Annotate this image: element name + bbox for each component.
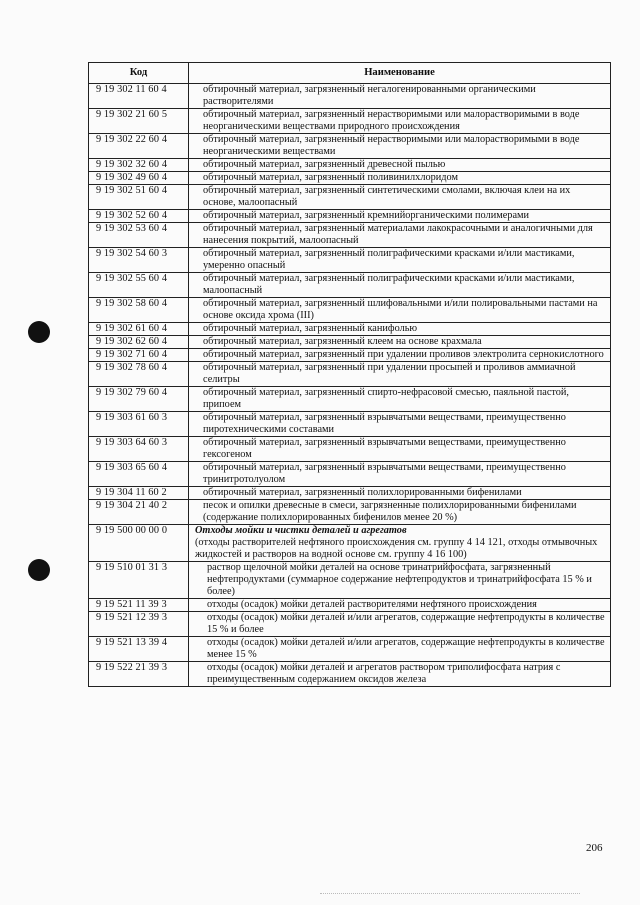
waste-name-cell: отходы (осадок) мойки деталей и/или агрегатов, содержащие нефтепродукты в количестве менее 15 %: [189, 637, 611, 662]
table-row: [89, 172, 611, 185]
waste-name-cell: обтирочный материал, загрязненный древесной пылью: [189, 159, 611, 172]
table-row: [89, 223, 611, 248]
waste-name-cell: отходы (осадок) мойки деталей и/или агрегатов, содержащие нефтепродукты в количестве 15 % и более: [189, 612, 611, 637]
table-header-row: [89, 63, 611, 84]
table-row: [89, 599, 611, 612]
waste-name-cell: обтирочный материал, загрязненный при удалении просыпей и проливов аммиачной селитры: [189, 362, 611, 387]
table-row: [89, 336, 611, 349]
punch-hole-upper: [28, 321, 50, 343]
table-row: [89, 462, 611, 487]
waste-code-cell: 9 19 521 13 39 4: [89, 637, 189, 662]
waste-name-cell: раствор щелочной мойки деталей на основе тринатрийфосфата, загрязненный нефтепродуктами (суммарное содержание нефтепродуктов и тринатрийфосфата 15 % и более): [189, 562, 611, 599]
waste-code-cell: 9 19 303 65 60 4: [89, 462, 189, 487]
table-row: [89, 500, 611, 525]
waste-name-cell: обтирочный материал, загрязненный спирто-нефрасовой смесью, паяльной пастой, припоем: [189, 387, 611, 412]
waste-name-cell: обтирочный материал, загрязненный взрывчатыми веществами, преимущественно гексогеном: [189, 437, 611, 462]
footer-scan-line: [320, 893, 580, 894]
waste-code-cell: 9 19 510 01 31 3: [89, 562, 189, 599]
table-row: [89, 525, 611, 562]
waste-code-cell: 9 19 302 58 60 4: [89, 298, 189, 323]
waste-code-cell: 9 19 302 54 60 3: [89, 248, 189, 273]
waste-code-cell: 9 19 302 32 60 4: [89, 159, 189, 172]
waste-code-cell: 9 19 302 53 60 4: [89, 223, 189, 248]
waste-name-cell: [189, 525, 611, 562]
waste-name-cell: обтирочный материал, загрязненный поливинилхлоридом: [189, 172, 611, 185]
waste-code-cell: 9 19 302 51 60 4: [89, 185, 189, 210]
waste-name-cell: обтирочный материал, загрязненный шлифовальными и/или полировальными пастами на основе оксида хрома (III): [189, 298, 611, 323]
waste-name-cell: обтирочный материал, загрязненный кремнийорганическими полимерами: [189, 210, 611, 223]
punch-hole-lower: [28, 559, 50, 581]
table-row: [89, 487, 611, 500]
waste-code-cell: 9 19 303 64 60 3: [89, 437, 189, 462]
page-number: 206: [586, 842, 603, 854]
waste-name-cell: обтирочный материал, загрязненный нерастворимыми или малорастворимыми в воде неорганическими веществами природного происхождения: [189, 109, 611, 134]
table-row: [89, 273, 611, 298]
table-row: [89, 562, 611, 599]
waste-code-cell: 9 19 521 11 39 3: [89, 599, 189, 612]
table-row: [89, 612, 611, 637]
table-body: [89, 84, 611, 687]
waste-name-cell: обтирочный материал, загрязненный негалогенированными органическими растворителями: [189, 84, 611, 109]
header-code: Код: [89, 63, 189, 84]
waste-code-cell: 9 19 302 61 60 4: [89, 323, 189, 336]
waste-code-cell: 9 19 302 79 60 4: [89, 387, 189, 412]
waste-code-cell: 9 19 302 22 60 4: [89, 134, 189, 159]
waste-code-cell: 9 19 522 21 39 3: [89, 662, 189, 687]
table-row: [89, 387, 611, 412]
waste-code-cell: 9 19 500 00 00 0: [89, 525, 189, 562]
table-row: [89, 134, 611, 159]
waste-name-cell: отходы (осадок) мойки деталей и агрегатов раствором триполифосфата натрия с преимущественным содержанием оксидов железа: [189, 662, 611, 687]
waste-name-cell: отходы (осадок) мойки деталей растворителями нефтяного происхождения: [189, 599, 611, 612]
header-name: Наименование: [189, 63, 611, 84]
waste-name-cell: обтирочный материал, загрязненный полиграфическими красками и/или мастиками, малоопасный: [189, 273, 611, 298]
waste-code-cell: 9 19 302 62 60 4: [89, 336, 189, 349]
waste-code-cell: 9 19 302 52 60 4: [89, 210, 189, 223]
waste-code-cell: 9 19 302 55 60 4: [89, 273, 189, 298]
waste-name-cell: обтирочный материал, загрязненный полиграфическими красками и/или мастиками, умеренно опасный: [189, 248, 611, 273]
waste-code-cell: 9 19 303 61 60 3: [89, 412, 189, 437]
waste-code-cell: 9 19 302 21 60 5: [89, 109, 189, 134]
waste-code-cell: 9 19 304 11 60 2: [89, 487, 189, 500]
waste-code-cell: 9 19 302 71 60 4: [89, 349, 189, 362]
waste-name-cell: обтирочный материал, загрязненный клеем на основе крахмала: [189, 336, 611, 349]
waste-name-cell: обтирочный материал, загрязненный полихлорированными бифенилами: [189, 487, 611, 500]
table-row: [89, 109, 611, 134]
waste-name-cell: обтирочный материал, загрязненный при удалении проливов электролита сернокислотного: [189, 349, 611, 362]
waste-code-cell: 9 19 302 49 60 4: [89, 172, 189, 185]
waste-code-cell: 9 19 304 21 40 2: [89, 500, 189, 525]
waste-name-cell: обтирочный материал, загрязненный взрывчатыми веществами, преимущественно тринитротолуолом: [189, 462, 611, 487]
table-row: [89, 362, 611, 387]
table-row: [89, 84, 611, 109]
table-row: [89, 159, 611, 172]
table-row: [89, 185, 611, 210]
table-row: [89, 437, 611, 462]
table-row: [89, 349, 611, 362]
waste-code-cell: 9 19 302 11 60 4: [89, 84, 189, 109]
waste-name-cell: песок и опилки древесные в смеси, загрязненные полихлорированными бифенилами (содержание полихлорированных бифенилов менее 20 %): [189, 500, 611, 525]
group-title: Отходы мойки и чистки деталей и агрегатов: [195, 525, 407, 536]
waste-code-cell: 9 19 521 12 39 3: [89, 612, 189, 637]
table-row: [89, 662, 611, 687]
document-table-wrapper: [88, 62, 610, 687]
table-row: [89, 298, 611, 323]
waste-name-cell: обтирочный материал, загрязненный взрывчатыми веществами, преимущественно пиротехническими составами: [189, 412, 611, 437]
waste-name-cell: обтирочный материал, загрязненный синтетическими смолами, включая клеи на их основе, малоопасный: [189, 185, 611, 210]
waste-name-cell: обтирочный материал, загрязненный материалами лакокрасочными и аналогичными для нанесения покрытий, малоопасный: [189, 223, 611, 248]
table-row: [89, 637, 611, 662]
waste-code-table: [88, 62, 611, 687]
waste-code-cell: 9 19 302 78 60 4: [89, 362, 189, 387]
waste-name-cell: обтирочный материал, загрязненный канифолью: [189, 323, 611, 336]
table-row: [89, 210, 611, 223]
table-row: [89, 248, 611, 273]
table-row: [89, 412, 611, 437]
group-note: (отходы растворителей нефтяного происхождения см. группу 4 14 121, отходы отмывочных жидкостей и растворов на водной основе см. группу 4 16 100): [195, 537, 598, 560]
waste-name-cell: обтирочный материал, загрязненный нерастворимыми или малорастворимыми в воде неорганическими веществами: [189, 134, 611, 159]
table-row: [89, 323, 611, 336]
